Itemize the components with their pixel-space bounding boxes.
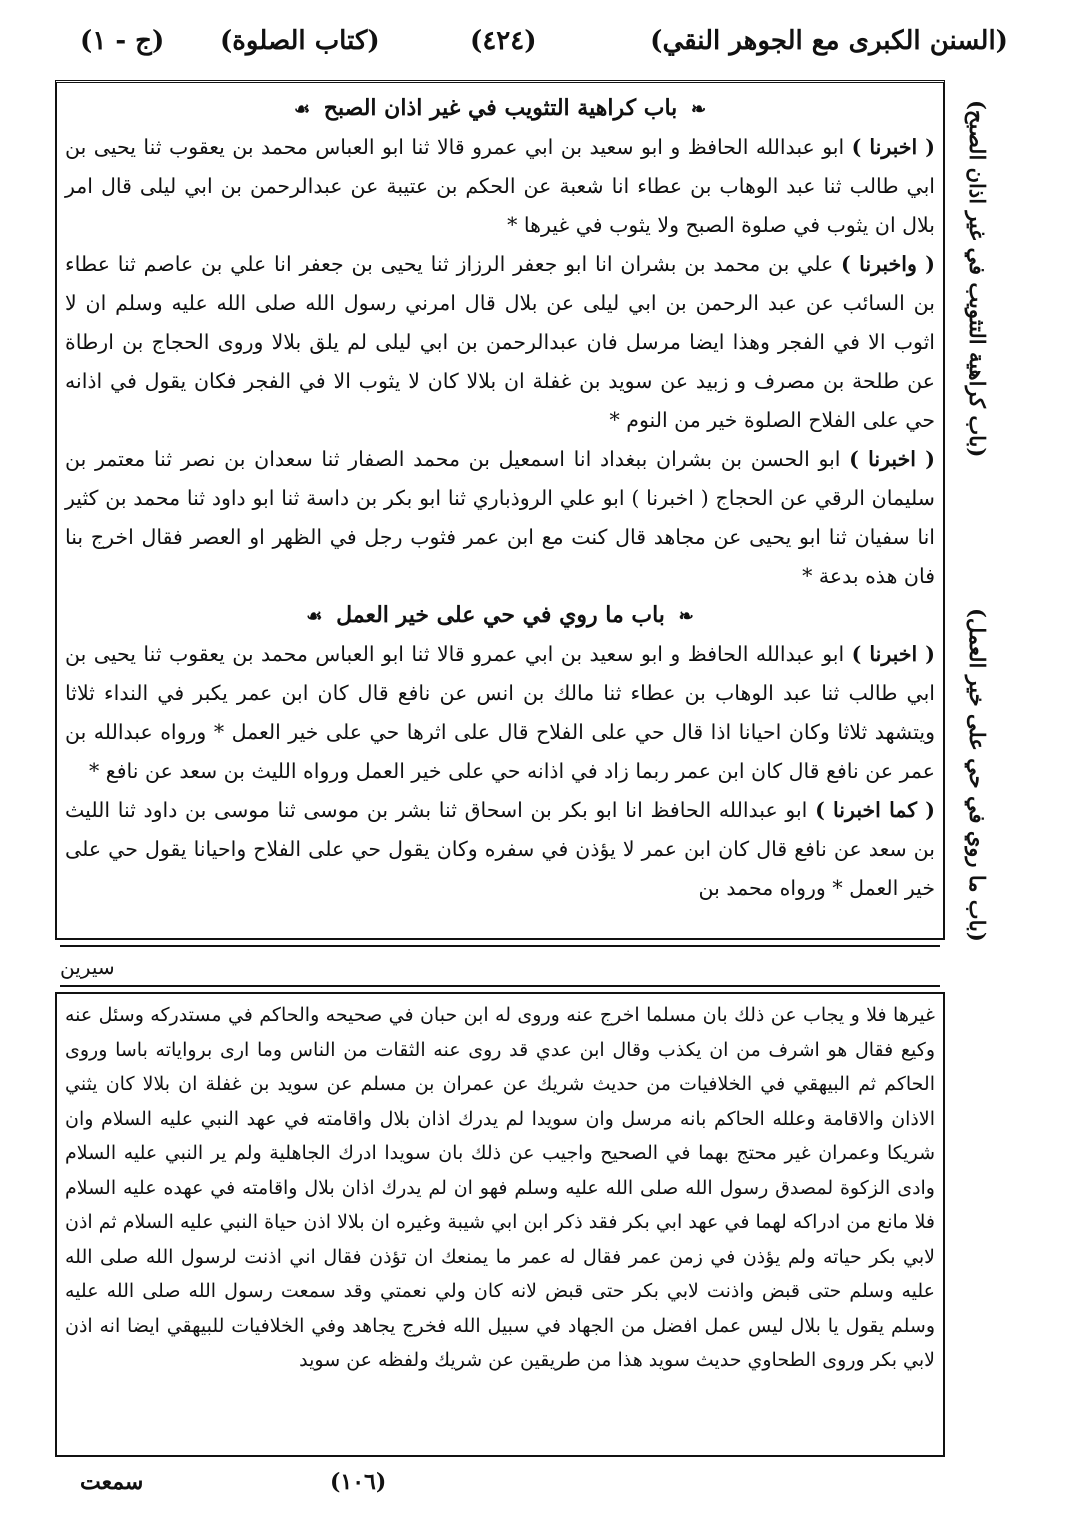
page-footer: [60, 1465, 940, 1505]
paragraph-text: علي بن محمد بن بشران انا ابو جعفر الرزاز ثنا يحيى بن جعفر انا علي بن عاصم ثنا عطاء بن السائب عن عبد الرحمن بن ابي ليلى عن بلال قال امرني رسول الله صلى الله عليه وسلم ان لا اثوب الا في الفجر وهذا ايضا مرسل فان عبدالرحمن بن ابي ليلى لم يلق بلالا وروى الحجاج بن ارطاة عن طلحة بن مصرف و زبيد عن سويد بن غفلة ان بلالا كان لا يثوب الا في الفجر فكان يقول في اذانه حي على الفلاح الصلوة خير من النوم *: [65, 252, 935, 432]
paragraph-lead: ( اخبرنا ): [849, 447, 935, 471]
paragraph-lead: ( اخبرنا ): [851, 642, 935, 666]
paragraph-text: ابو عبدالله الحافظ و ابو سعيد بن ابي عمرو قالا ثنا ابو العباس محمد بن يعقوب ثنا يحيى بن ابي طالب ثنا عبد الوهاب بن عطاء انا شعبة عن الحكم بن عتيبة عن عبدالرحمن بن ابي ليلى قال امر بلال ان يثوب في صلوة الصبح ولا يثوب في غيرها *: [65, 135, 935, 237]
chapter-heading-1: [65, 89, 935, 128]
paragraph-text: ابو الحسن بن بشران ببغداد انا اسمعيل بن محمد الصفار ثنا سعدان بن نصر ثنا معتمر بن سليمان الرقي عن الحجاج ( اخبرنا ) ابو علي الروذباري ثنا ابو بكر بن داسة ثنا ابو داود ثنا محمد بن كثير انا سفيان ثنا ابو يحيى عن مجاهد قال كنت مع ابن عمر فثوب رجل في الظهر او العصر فقال اخرج بنا فان هذه بدعة *: [65, 447, 935, 588]
hadith-paragraph: [65, 245, 935, 440]
divider-line: [60, 945, 940, 947]
footer-page-number: (١٠٦): [330, 1469, 387, 1495]
header-page-number: (٤٢٤): [470, 26, 537, 56]
running-title: (السنن الكبرى مع الجوهر النقي): [650, 26, 1008, 56]
catchword: سمعت: [80, 1469, 144, 1495]
ornament-icon: ☙: [293, 99, 311, 120]
hadith-paragraph: [65, 440, 935, 596]
divider-line: [60, 985, 940, 987]
margin-heading-2: (باب ما روي في حي على خير العمل): [965, 608, 990, 942]
ornament-icon: ❧: [678, 606, 694, 627]
paragraph-text: ابو عبدالله الحافظ و ابو سعيد بن ابي عمرو قالا ثنا ابو العباس محمد بن يعقوب ثنا يحيى بن ابي طالب ثنا عبد الوهاب بن عطاء ثنا مالك بن انس عن نافع قال كان ابن عمر يكبر في النداء ثلاثا ويتشهد ثلاثا وكان احيانا اذا قال حي على الفلاح قال على اثرها حي على خير العمل * ورواه عبدالله بن عمر عن نافع قال كان ابن عمر ربما زاد في اذانه حي على خير العمل ورواه الليث بن سعد عن نافع *: [65, 642, 935, 783]
commentary-text: غيرها فلا و يجاب عن ذلك بان مسلما اخرج عنه وروى له ابن حبان في صحيحه والحاكم في مستدركه وسئل عنه وكيع فقال هو اشرف من ان يكذب وقال ابن عدي قد روى عنه الثقات من الناس وما ارى برواياته باسا وروى الحاكم ثم البيهقي في الخلافيات من حديث شريك عن عمران بن مسلم عن سويد بن غفلة ان بلالا كان يثني الاذان والاقامة وعلله الحاكم بانه مرسل وان سويدا لم يدرك اذان بلال واقامته في عهد النبي عليه السلام وان شريكا وعمران غير محتج بهما في الصحيح واجيب عن ذلك بان سويدا ادرك الجاهلية ولم ير النبي عليه السلام وادى الزكوة لمصدق رسول الله صلى الله عليه وسلم فهو ان لم يدرك اذان بلال واقامته في عهده عليه السلام فلا مانع من ادراكه لهما في عهد ابي بكر فقد ذكر ابن ابي شيبة وغيره ان بلالا اذن حياة النبي عليه السلام ثم اذن لابي بكر حياته ولم يؤذن في زمن عمر فقال له عمر ما يمنعك ان تؤذن فقال اني اذنت لرسول الله صلى الله عليه وسلم حتى قبض واذنت لابي بكر حتى قبض لانه كان ولي نعمتي وقد سمعت رسول الله صلى الله عليه وسلم يقول يا بلال ليس عمل افضل من الجهاد في سبيل الله فخرج يجاهد وفي الخلافيات للبيهقي ايضا انه اذن لابي بكر وروى الطحاوي حديث سويد هذا من طريقين عن شريك ولفظه عن سويد: [65, 1004, 936, 1371]
volume-number: (ج - ١): [80, 26, 165, 56]
chapter-title-2: باب ما روي في حي على خير العمل: [336, 602, 665, 628]
hadith-paragraph: [65, 128, 935, 245]
margin-headings: [950, 80, 990, 940]
chapter-title-1: باب كراهية التثويب في غير اذان الصبح: [323, 95, 678, 121]
hadith-paragraph: [65, 635, 935, 791]
margin-heading-1: (باب كراهية التثويب في غير اذان الصبح): [965, 100, 990, 458]
commentary-frame: [55, 992, 945, 1457]
book-name: (كتاب الصلوة): [220, 26, 380, 56]
paragraph-lead: ( كما اخبرنا ): [815, 798, 936, 822]
page-header: [60, 18, 1028, 68]
main-text-frame: [55, 80, 945, 940]
main-text: [65, 89, 935, 930]
paragraph-text: ابو عبدالله الحافظ انا ابو بكر بن اسحاق ثنا بشر بن موسى ثنا موسى بن داود ثنا الليث بن سعد عن نافع قال كان ابن عمر لا يؤذن في سفره وكان يقول حي على الفلاح واحيانا يقول حي على خير العمل * ورواه محمد بن: [65, 798, 935, 900]
ornament-icon: ❧: [690, 99, 707, 120]
paragraph-lead: ( واخبرنا ): [841, 252, 935, 276]
continuation-word: سيرين: [60, 955, 115, 979]
paragraph-lead: ( اخبرنا ): [851, 135, 935, 159]
hadith-paragraph: [65, 791, 935, 908]
chapter-heading-2: [65, 596, 935, 635]
ornament-icon: ☙: [306, 606, 323, 627]
